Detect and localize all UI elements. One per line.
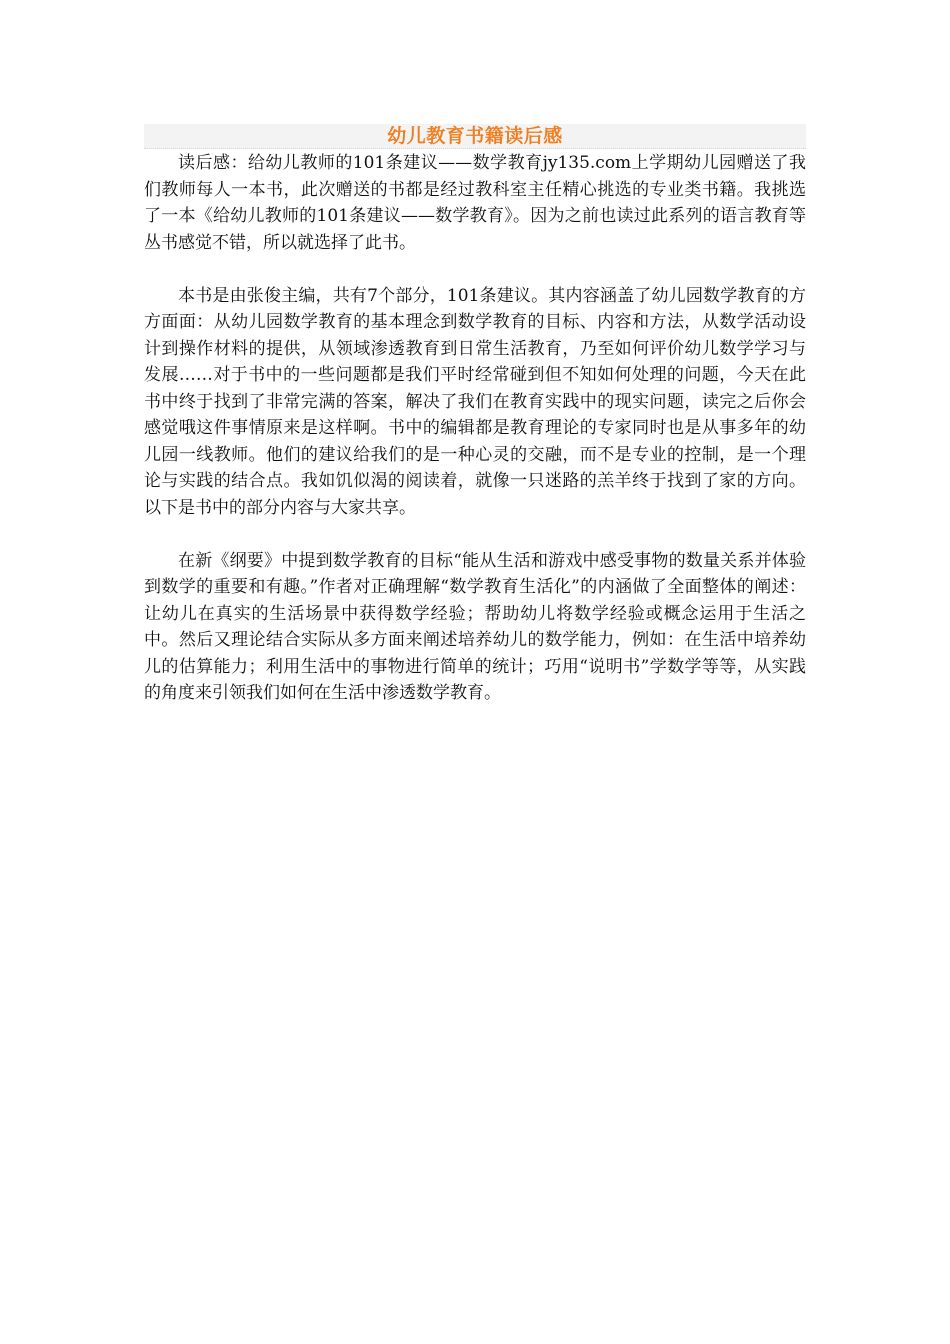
title-bar xyxy=(144,124,806,149)
paragraph-spacer xyxy=(144,521,806,548)
paragraph-intro: 读后感：给幼儿教师的101条建议——数学教育jy135.com上学期幼儿园赠送了我们教师每人一本书，此次赠送的书都是经过教科室主任精心挑选的专业类书籍。我挑选了一本《给幼儿教师的101条建议——数学教育》。因为之前也读过此系列的语言教育等丛书感觉不错，所以就选择了此书。 xyxy=(144,153,806,253)
paragraph-spacer xyxy=(144,256,806,283)
paragraph-book-summary: 本书是由张俊主编，共有7个部分，101条建议。其内容涵盖了幼儿园数学教育的方方面面：从幼儿园数学教育的基本理念到数学教育的目标、内容和方法，从数学活动设计到操作材料的提供，从领域渗透教育到日常生活教育，乃至如何评价幼儿数学学习与发展……对于书中的一些问题都是我们平时经常碰到但不知如何处理的问题，今天在此书中终于找到了非常完满的答案，解决了我们在教育实践中的现实问题，读完之后你会感觉哦这件事情原来是这样啊。书中的编辑都是教育理论的专家同时也是从事多年的幼儿园一线教师。他们的建议给我们的是一种心灵的交融，而不是专业的控制，是一个理论与实践的结合点。我如饥似渴的阅读着，就像一只迷路的羔羊终于找到了家的方向。以下是书中的部分内容与大家共享。 xyxy=(144,285,806,518)
paragraph-outline-goals: 在新《纲要》中提到数学教育的目标“能从生活和游戏中感受事物的数量关系并体验到数学的重要和有趣。”作者对正确理解“数学教育生活化”的内涵做了全面整体的阐述：让幼儿在真实的生活场景中获得数学经验；帮助幼儿将数学经验或概念运用于生活之中。然后又理论结合实际从多方面来阐述培养幼儿的数学能力，例如：在生活中培养幼儿的估算能力；利用生活中的事物进行简单的统计；巧用“说明书”学数学等等，从实践的角度来引领我们如何在生活中渗透数学教育。 xyxy=(144,550,806,703)
document-title: 幼儿教育书籍读后感 xyxy=(387,125,563,147)
document-body xyxy=(144,150,806,707)
